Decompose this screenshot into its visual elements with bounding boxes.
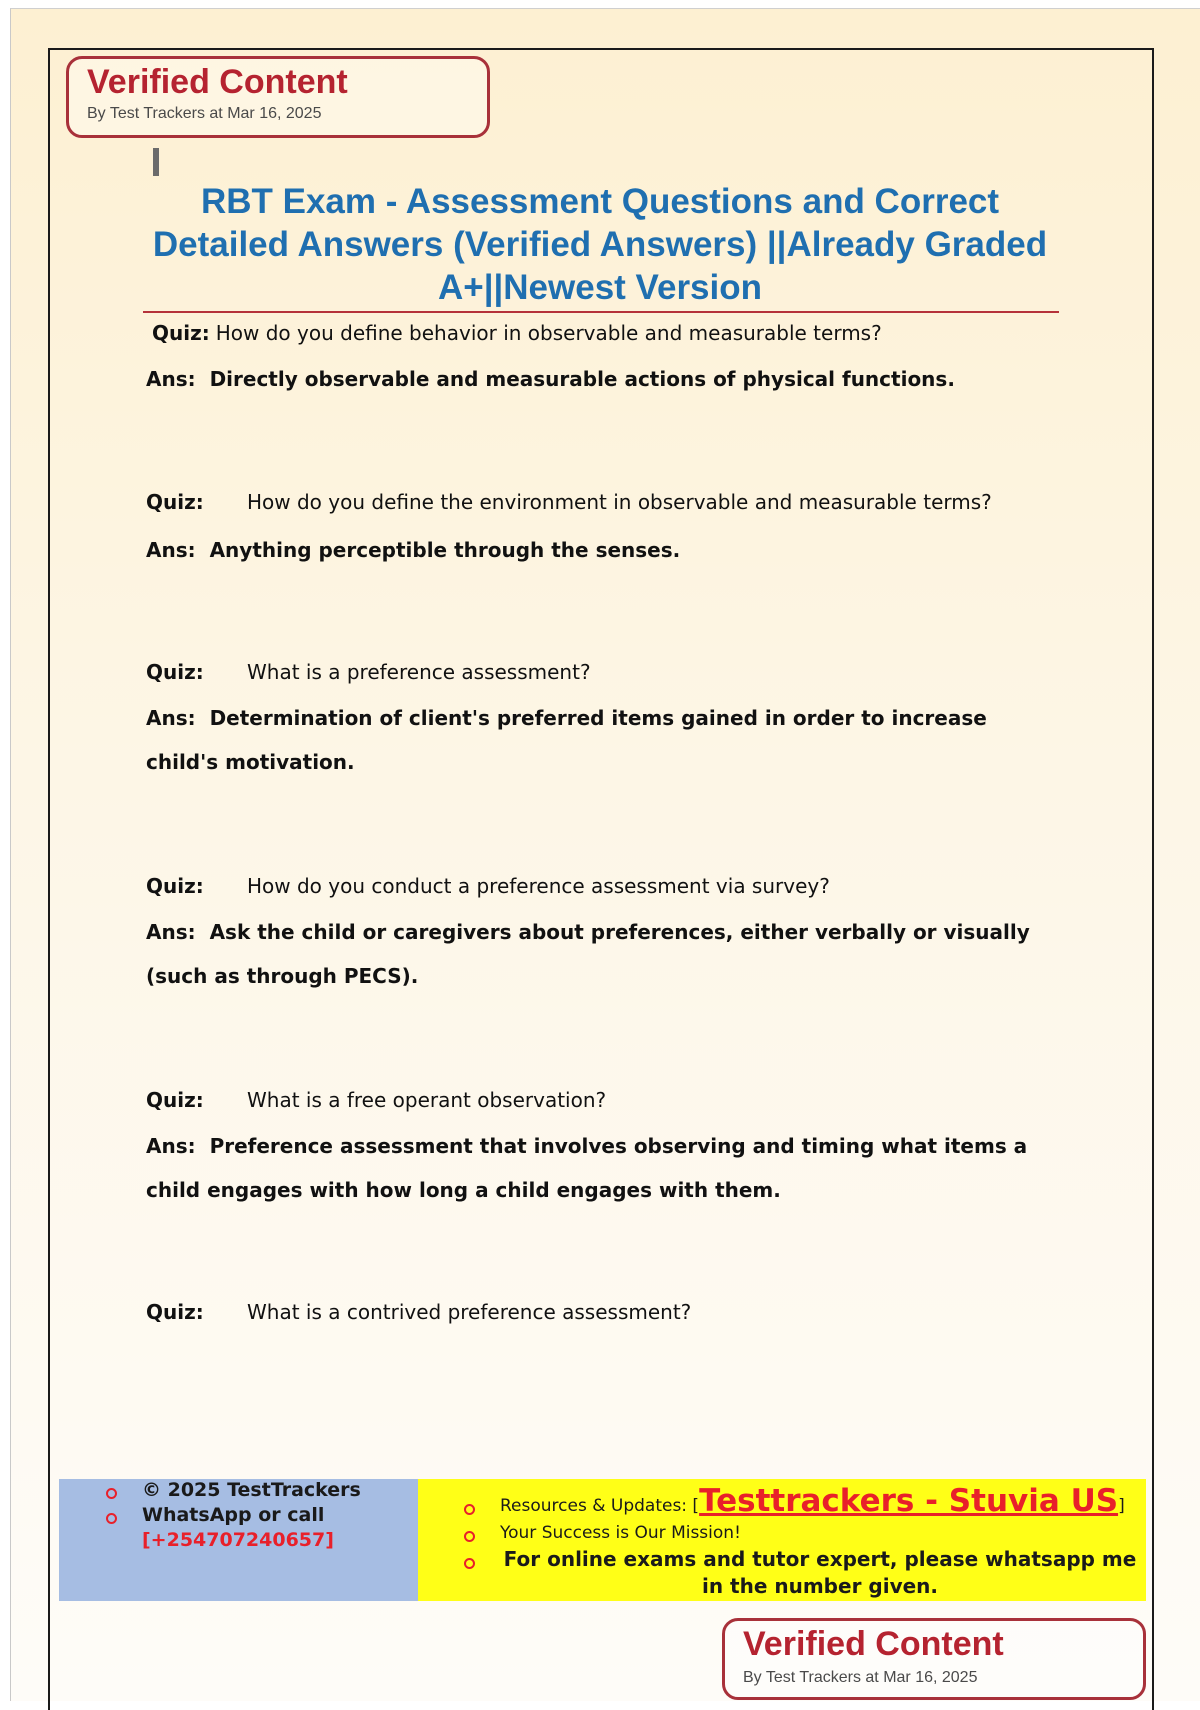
answer-text: Anything perceptible through the senses. [209, 538, 681, 562]
stamp-title: Verified Content [87, 63, 348, 101]
bullet-icon [464, 1558, 475, 1569]
stuvia-link[interactable]: Testtrackers - Stuvia US [699, 1483, 1119, 1519]
quiz-label: Quiz: [146, 490, 204, 514]
quiz-label: Quiz: [146, 874, 204, 898]
stamp-title: Verified Content [743, 1625, 1004, 1663]
title-divider [143, 311, 1059, 313]
question-text: What is a preference assessment? [247, 660, 591, 684]
question [152, 321, 1046, 345]
copyright-text: © 2025 TestTrackers [142, 1479, 361, 1501]
answer-text: Ask the child or caregivers about preferences, either verbally or visually (such as through PECS). [146, 920, 1030, 988]
mission-text: Your Success is Our Mission! [500, 1523, 741, 1543]
resources-label: Resources & Updates: [ [500, 1496, 700, 1516]
question-text: What is a free operant observation? [247, 1088, 607, 1112]
stamp-subtitle: By Test Trackers at Mar 16, 2025 [87, 105, 322, 122]
answer-label: Ans: [146, 706, 196, 730]
answer-label: Ans: [146, 920, 196, 944]
quiz-label: Quiz: [146, 660, 204, 684]
answer-text: Preference assessment that involves observing and timing what items a child engages with how long a child engages with them. [146, 1134, 1028, 1202]
qa-item [146, 1300, 1046, 1324]
text-cursor-icon [153, 148, 159, 176]
question-text: How do you define behavior in observable and measurable terms? [215, 321, 882, 345]
bullet-icon [106, 1488, 117, 1499]
answer-label: Ans: [146, 1134, 196, 1158]
qa-item [146, 321, 1046, 401]
answer-label: Ans: [146, 367, 196, 391]
resources-close: ] [1118, 1496, 1125, 1516]
stamp-subtitle: By Test Trackers at Mar 16, 2025 [743, 1669, 978, 1686]
phone-number: [+254707240657] [142, 1529, 334, 1551]
answer [146, 357, 1046, 401]
question [146, 1300, 1046, 1324]
answer-text: Determination of client's preferred items gained in order to increase child's motivation. [146, 706, 987, 774]
answer [146, 910, 1046, 998]
quiz-label: Quiz: [152, 321, 210, 345]
question [146, 874, 1046, 898]
answer-text: Directly observable and measurable actions of physical functions. [209, 367, 955, 391]
question [146, 1088, 1046, 1112]
quiz-label: Quiz: [146, 1088, 204, 1112]
question-text: How do you conduct a preference assessment via survey? [247, 874, 830, 898]
bullet-icon [464, 1504, 475, 1515]
tutor-line-1: For online exams and tutor expert, please whatsapp me [503, 1547, 1137, 1571]
document-title: RBT Exam - Assessment Questions and Correct Detailed Answers (Verified Answers) ||Already Graded A+||Newest Version [152, 182, 1048, 307]
question-text: How do you define the environment in observable and measurable terms? [247, 490, 992, 514]
tutor-text [500, 1546, 1140, 1600]
quiz-label: Quiz: [146, 1300, 204, 1324]
verified-stamp-bottom [722, 1618, 1146, 1700]
answer [146, 696, 1046, 784]
question-text: What is a contrived preference assessment? [247, 1300, 692, 1324]
answer [146, 1124, 1046, 1212]
verified-stamp-top [66, 56, 490, 138]
question [146, 490, 1046, 514]
bullet-icon [464, 1531, 475, 1542]
whatsapp-label: WhatsApp or call [142, 1504, 325, 1526]
resources-line [500, 1483, 1125, 1519]
qa-item [146, 1088, 1046, 1212]
question [146, 660, 1046, 684]
footer-resources-panel [418, 1479, 1146, 1601]
footer-contact-panel [59, 1479, 418, 1601]
bullet-icon [106, 1513, 117, 1524]
tutor-line-2: in the number given. [701, 1574, 938, 1598]
answer [146, 528, 1046, 572]
qa-item [146, 660, 1046, 784]
qa-item [146, 874, 1046, 998]
qa-item [146, 490, 1046, 572]
answer-label: Ans: [146, 538, 196, 562]
